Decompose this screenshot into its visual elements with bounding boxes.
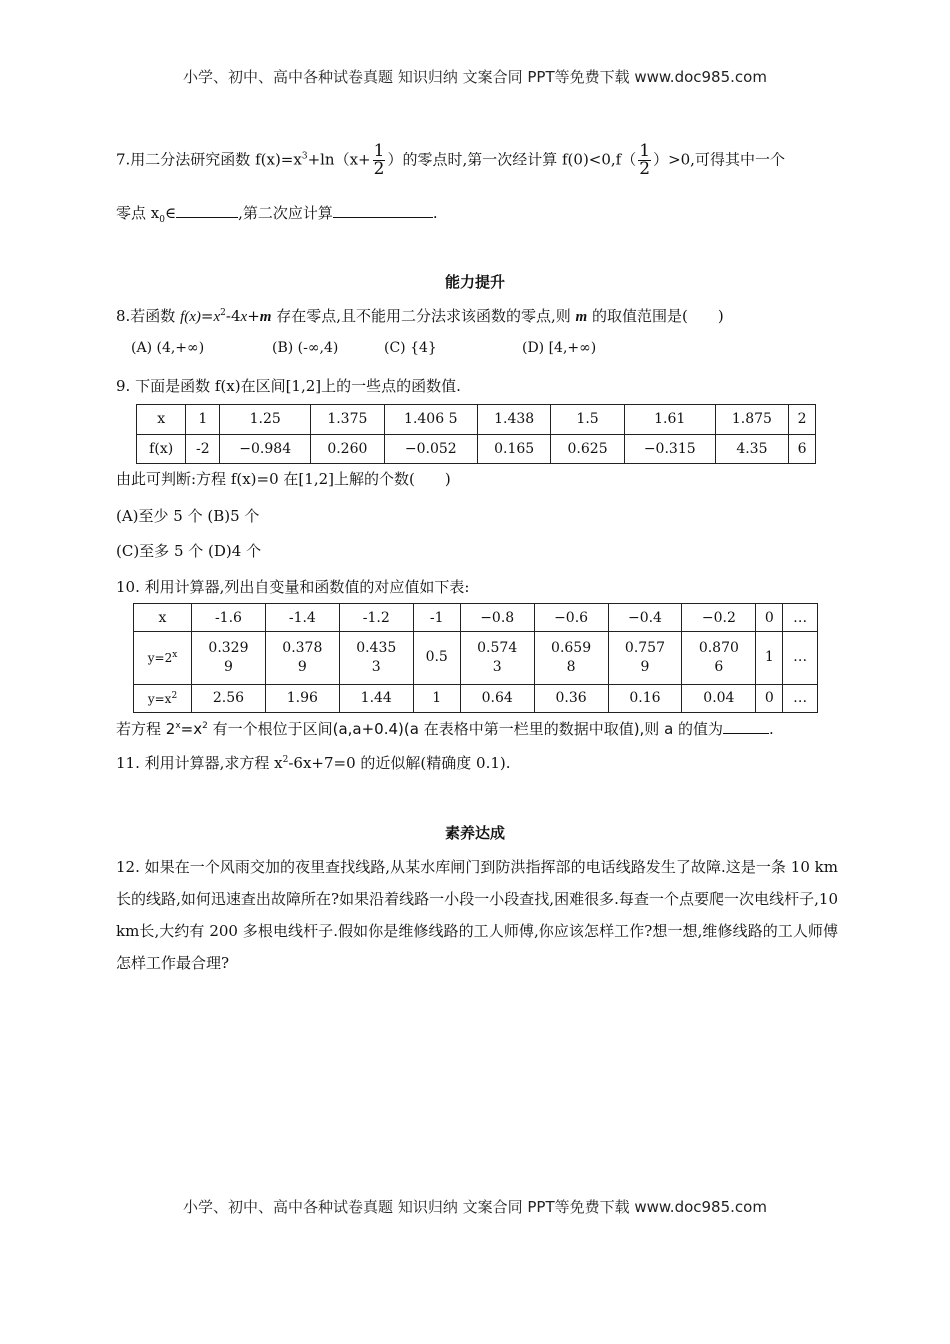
q8-text-2: = — [200, 307, 214, 325]
table-cell: 1.96 — [265, 684, 339, 712]
table-cell: −0.2 — [682, 604, 756, 632]
table-cell: 6 — [789, 434, 816, 464]
table-cell: 0.16 — [608, 684, 682, 712]
table-row — [137, 405, 816, 435]
q8-text-1: 8.若函数 — [116, 307, 181, 325]
q10-sup-x: x — [175, 721, 181, 731]
q10-text-1: 若方程 2 — [116, 720, 176, 738]
table-row — [137, 434, 816, 464]
row-label-sup: 2 — [171, 690, 178, 701]
q8-text-6: 的取值范围是( ) — [587, 307, 724, 325]
table-cell: x — [134, 604, 192, 632]
q8-sup: 2 — [220, 308, 226, 318]
q9-options-ab[interactable]: (A)至少 5 个 (B)5 个 — [116, 507, 260, 525]
q8-option-c[interactable]: (C) {4} — [384, 340, 437, 356]
q9-table — [136, 404, 816, 464]
q8-text-5: 存在零点,且不能用二分法求该函数的零点,则 — [271, 307, 576, 325]
table-cell: −0.315 — [624, 434, 715, 464]
table-row — [134, 684, 818, 712]
q7-sub: 0 — [159, 215, 165, 225]
table-row — [134, 632, 818, 684]
table-cell: 0.757 9 — [608, 632, 682, 684]
question-10-prompt — [116, 718, 774, 739]
question-10-title: 10. 利用计算器,列出自变量和函数值的对应值如下表: — [116, 578, 470, 596]
q7-text-2: +ln（x+ — [307, 150, 371, 169]
table-row — [134, 604, 818, 632]
table-cell: 1.44 — [339, 684, 413, 712]
row-label-cell: $y=2^x$ — [134, 632, 192, 684]
q8-text-4: + — [247, 307, 260, 325]
table-cell: 0.378 9 — [265, 632, 339, 684]
fraction-numerator: 1 — [373, 141, 385, 161]
table-cell: 4.35 — [715, 434, 788, 464]
q8-option-d[interactable]: (D) [4,+∞) — [522, 340, 597, 356]
q7-line2-text-2: ∈ — [164, 204, 177, 222]
q10-text-3: 有一个根位于区间(a,a+0.4)(a 在表格中第一栏里的数据中取值),则 a 的值为 — [207, 720, 724, 738]
q8-option-b[interactable]: (B) (-∞,4) — [272, 340, 339, 356]
table-cell: 0.574 3 — [460, 632, 534, 684]
section-title-ability: 能力提升 — [444, 273, 505, 291]
q8-text-3: -4 — [225, 307, 241, 325]
table-cell: -1.2 — [339, 604, 413, 632]
q11-text-2: -6x+7=0 的近似解(精确度 0.1). — [288, 754, 511, 772]
table-cell: 1.438 — [477, 405, 550, 435]
q8-x2: x — [240, 309, 248, 325]
row-label-sup: x — [172, 650, 178, 661]
table-cell: 0.435 3 — [339, 632, 413, 684]
table-cell: … — [783, 604, 818, 632]
q9-options-cd[interactable]: (C)至多 5 个 (D)4 个 — [116, 542, 262, 560]
q7-line2-text-1: 零点 x — [116, 204, 160, 222]
q7-text-3: ）的零点时,第一次经计算 f(0)<0,f（ — [387, 150, 637, 169]
table-cell: f(x) — [137, 434, 186, 464]
table-cell: 1.406 5 — [384, 405, 477, 435]
answer-blank-second-calc[interactable] — [333, 202, 433, 218]
table-cell: 1.5 — [551, 405, 624, 435]
question-7-line-1 — [116, 143, 785, 178]
question-9-title: 9. 下面是函数 f(x)在区间[1,2]上的一些点的函数值. — [116, 377, 461, 395]
fraction-half-1 — [373, 143, 386, 178]
q10-text-2: =x — [180, 720, 203, 738]
table-cell: 1 — [413, 684, 460, 712]
question-8 — [116, 305, 724, 326]
table-cell: … — [783, 684, 818, 712]
q10-table — [133, 603, 818, 713]
table-cell: 0.5 — [413, 632, 460, 684]
q7-line2-text-3: ,第二次应计算 — [238, 204, 333, 222]
table-cell: 0.260 — [311, 434, 384, 464]
table-cell: x — [137, 405, 186, 435]
q7-sup: 3 — [301, 151, 308, 162]
fraction-denominator: 2 — [373, 159, 385, 179]
table-cell: 0.870 6 — [682, 632, 756, 684]
page-footer-banner: 小学、初中、高中各种试卷真题 知识归纳 文案合同 PPT等免费下载 www.doc985.com — [183, 1198, 767, 1216]
q11-text-1: 11. 利用计算器,求方程 x — [116, 754, 283, 772]
fraction-half-2 — [638, 143, 651, 178]
question-12: 12. 如果在一个风雨交加的夜里查找线路,从某水库闸门到防洪指挥部的电话线路发生了故障.这是一条 10 km长的线路,如何迅速查出故障所在?如果沿着线路一小段一小段查找,困难很多.每查一个点要爬一次电线杆子,10 km长,大约有 200 多根电线杆子.假如你是维修线路的工人师傅,你应该怎样工作?想一想,维修线路的工人师傅怎样工作最合理? — [116, 858, 838, 972]
table-cell: −0.8 — [460, 604, 534, 632]
table-cell: 0.659 8 — [534, 632, 608, 684]
table-cell: 0.36 — [534, 684, 608, 712]
q7-text-4: ）>0,可得其中一个 — [653, 150, 785, 169]
table-cell: -1.6 — [192, 604, 266, 632]
table-cell: 1.875 — [715, 405, 788, 435]
q8-option-a[interactable]: (A) (4,+∞) — [131, 340, 205, 356]
q7-line2-text-4: . — [432, 204, 438, 222]
q8-x: x — [213, 309, 221, 325]
table-cell: 1.25 — [220, 405, 311, 435]
q10-text-4: . — [769, 720, 774, 738]
table-cell: −0.984 — [220, 434, 311, 464]
row-label-cell: $y=x^2$ — [134, 684, 192, 712]
q10-sup-2: 2 — [202, 721, 208, 731]
table-cell: 0.329 9 — [192, 632, 266, 684]
table-cell: −0.052 — [384, 434, 477, 464]
table-cell: -1 — [413, 604, 460, 632]
page-header-banner: 小学、初中、高中各种试卷真题 知识归纳 文案合同 PPT等免费下载 www.doc985.com — [183, 68, 767, 86]
table-cell: 0.64 — [460, 684, 534, 712]
table-cell: 2 — [789, 405, 816, 435]
question-9-prompt: 由此可判断:方程 f(x)=0 在[1,2]上解的个数( ) — [116, 470, 451, 488]
table-cell: −0.6 — [534, 604, 608, 632]
table-cell: 1 — [186, 405, 220, 435]
fraction-numerator: 1 — [639, 141, 651, 161]
table-cell: … — [783, 632, 818, 684]
table-cell: 0 — [756, 684, 783, 712]
table-cell: 2.56 — [192, 684, 266, 712]
answer-blank-interval[interactable] — [176, 202, 238, 218]
question-7-line-2 — [116, 202, 438, 225]
table-cell: 0.165 — [477, 434, 550, 464]
table-cell: -1.4 — [265, 604, 339, 632]
table-cell: -2 — [186, 434, 220, 464]
q8-fx: f(x) — [180, 309, 201, 325]
section-title-literacy: 素养达成 — [444, 824, 505, 842]
q8-m: m — [259, 309, 272, 325]
q8-m2: m — [575, 309, 588, 325]
q7-text-1: 7.用二分法研究函数 f(x)=x — [116, 150, 302, 169]
table-cell: 0.625 — [551, 434, 624, 464]
answer-blank-a[interactable] — [723, 718, 769, 734]
question-11 — [116, 752, 511, 773]
table-cell: −0.4 — [608, 604, 682, 632]
table-cell: 1 — [756, 632, 783, 684]
table-cell: 0 — [756, 604, 783, 632]
fraction-denominator: 2 — [639, 159, 651, 179]
table-cell: 1.61 — [624, 405, 715, 435]
q11-sup: 2 — [282, 755, 289, 765]
table-cell: 0.04 — [682, 684, 756, 712]
table-cell: 1.375 — [311, 405, 384, 435]
